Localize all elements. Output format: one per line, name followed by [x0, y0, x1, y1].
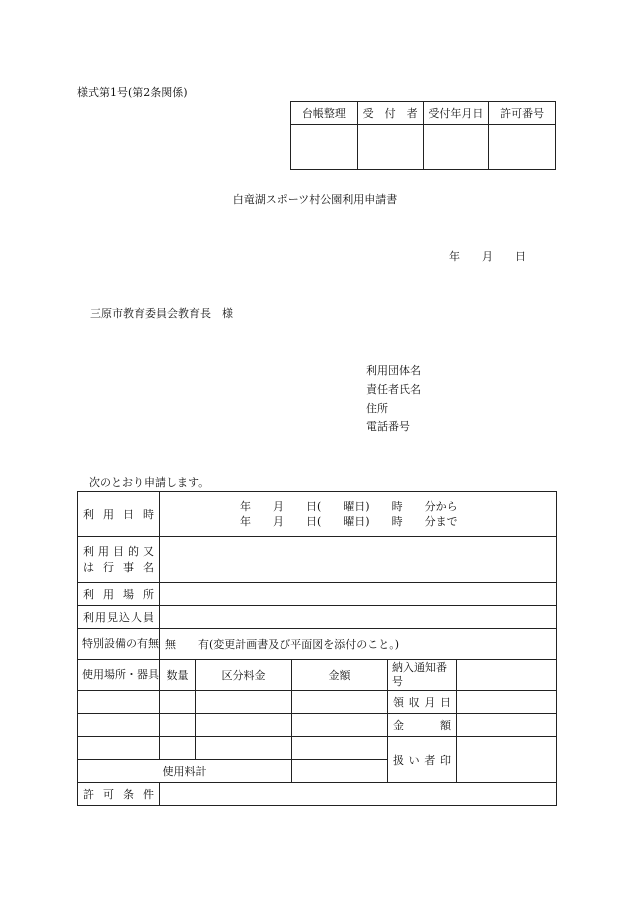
applicant-representative: 責任者氏名: [366, 383, 421, 396]
ledger-header-receiver: 受 付 者: [357, 102, 423, 125]
purpose-label: [78, 537, 160, 583]
ledger-cell-date[interactable]: [423, 125, 489, 170]
date-line: 年 月 日: [449, 250, 526, 263]
handler-seal-label: 扱い者印: [388, 737, 457, 783]
quantity-label: 数量: [160, 660, 196, 691]
fee-class-label: 区分料金: [196, 660, 292, 691]
place-cell[interactable]: [160, 583, 557, 606]
applicant-phone: 電話番号: [366, 420, 410, 433]
usage-fee-total-label: 使用料計: [78, 760, 292, 783]
ledger-header-register: 台帳整理: [291, 102, 358, 125]
application-form-table: [77, 491, 557, 806]
permit-conditions-cell[interactable]: [160, 783, 557, 806]
fee-class-cell-1[interactable]: [196, 691, 292, 714]
amount-cell-1[interactable]: [292, 691, 388, 714]
purpose-label-line1: 利用目的又: [83, 544, 154, 558]
amount-received-cell[interactable]: [457, 714, 557, 737]
amount-cell-3[interactable]: [292, 737, 388, 760]
fee-class-cell-2[interactable]: [196, 714, 292, 737]
equipment-cell-2[interactable]: [78, 714, 160, 737]
equipment-cell-1[interactable]: [78, 691, 160, 714]
equipment-cell-3[interactable]: [78, 737, 160, 760]
expected-people-cell[interactable]: [160, 606, 557, 629]
equipment-label: 使用場所・器具: [78, 660, 160, 691]
purpose-cell[interactable]: [160, 537, 557, 583]
quantity-cell-3[interactable]: [160, 737, 196, 760]
ledger-table: [290, 101, 556, 170]
usage-fee-total-cell[interactable]: [292, 760, 388, 783]
ledger-header-permit: 許可番号: [489, 102, 556, 125]
form-number: 様式第1号(第2条関係): [77, 86, 188, 99]
amount-cell-2[interactable]: [292, 714, 388, 737]
handler-seal-cell[interactable]: [457, 737, 557, 783]
purpose-label-line2: は行事名: [83, 560, 154, 574]
expected-people-label: 利用見込人員: [78, 606, 160, 629]
notice-number-cell[interactable]: [457, 660, 557, 691]
quantity-cell-1[interactable]: [160, 691, 196, 714]
receipt-date-label: 領収月日: [388, 691, 457, 714]
place-label: 利用場所: [78, 583, 160, 606]
applicant-address: 住所: [366, 402, 388, 415]
intro-text: 次のとおり申請します。: [89, 476, 210, 489]
usage-datetime-label: 利用日時: [78, 492, 160, 537]
permit-conditions-label: 許可条件: [78, 783, 160, 806]
usage-datetime-cell[interactable]: [160, 492, 557, 537]
ledger-header-date: 受付年月日: [423, 102, 489, 125]
amount-label: 金額: [292, 660, 388, 691]
amount-received-label: 金 額: [388, 714, 457, 737]
datetime-to: 年 月 日( 曜日) 時 分まで: [240, 515, 458, 528]
fee-class-cell-3[interactable]: [196, 737, 292, 760]
quantity-cell-2[interactable]: [160, 714, 196, 737]
applicant-group-name: 利用団体名: [366, 364, 421, 377]
ledger-cell-register[interactable]: [291, 125, 358, 170]
special-equipment-label: 特別設備の有無: [78, 629, 160, 660]
receipt-date-cell[interactable]: [457, 691, 557, 714]
ledger-cell-permit[interactable]: [489, 125, 556, 170]
ledger-cell-receiver[interactable]: [357, 125, 423, 170]
special-equipment-cell[interactable]: 無 有(変更計画書及び平面図を添付のこと。): [160, 629, 557, 660]
addressee: 三原市教育委員会教育長 様: [90, 307, 233, 320]
datetime-from: 年 月 日( 曜日) 時 分から: [240, 500, 458, 513]
notice-number-label: 納入通知番号: [388, 660, 457, 691]
document-title: 白竜湖スポーツ村公園利用申請書: [232, 193, 398, 206]
